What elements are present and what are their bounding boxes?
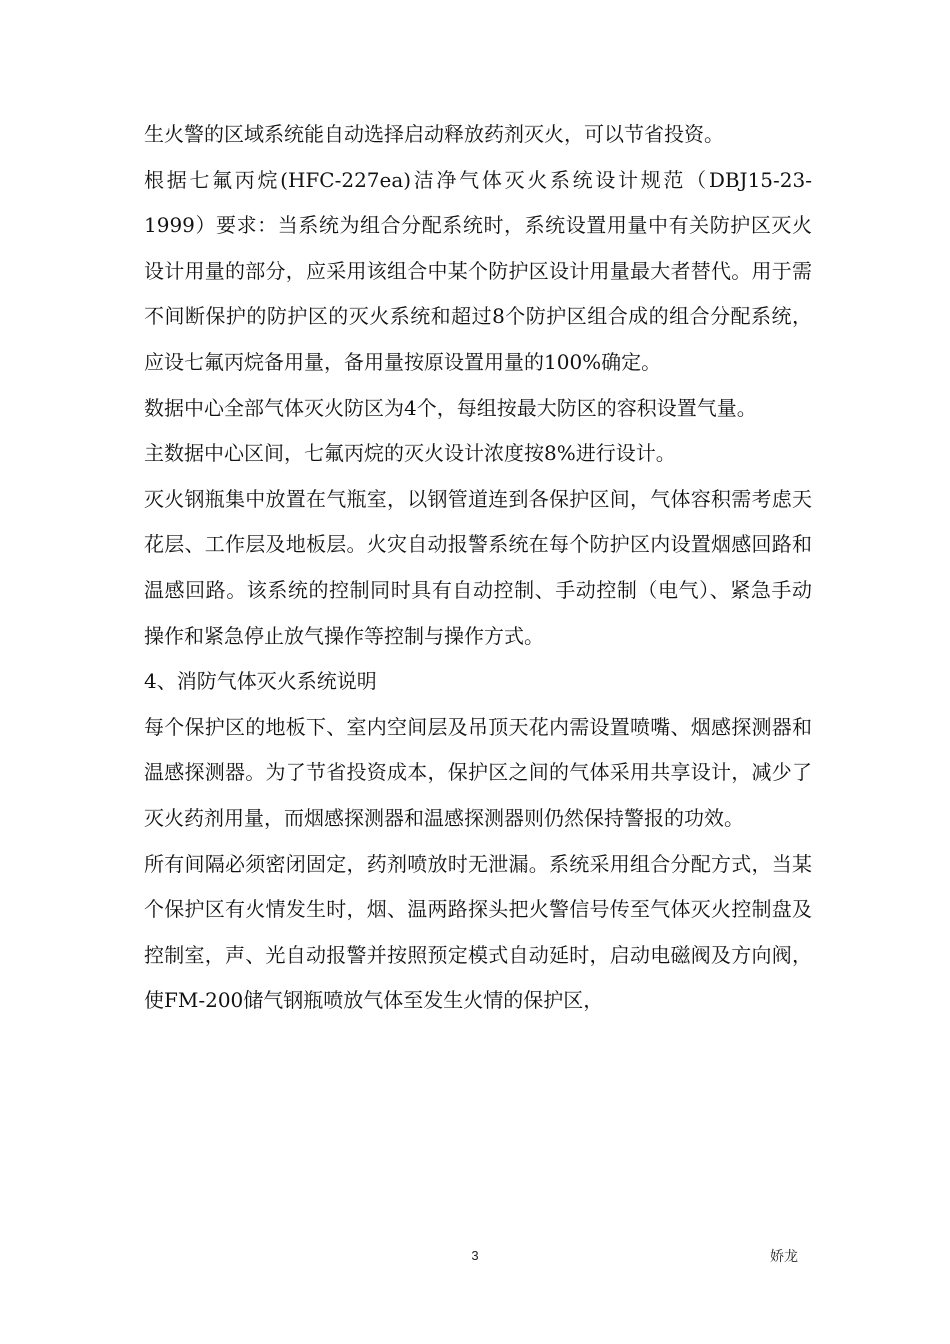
paragraph-1: 生火警的区域系统能自动选择启动释放药剂灭火，可以节省投资。: [144, 122, 724, 146]
page-number: 3: [471, 1248, 479, 1263]
paragraph-5: 灭火钢瓶集中放置在气瓶室，以钢管道连到各保护区间，气体容积需考虑天花层、工作层及地板层。火灾自动报警系统在每个防护区内设置烟感回路和温感回路。该系统的控制同时具有自动控制、手动控制（电气）、紧急手动操作和紧急停止放气操作等控制与操作方式。: [144, 486, 812, 648]
paragraph-2: 根据七氟丙烷(HFC-227ea)洁净气体灭火系统设计规范（DBJ15-23-1999）要求：当系统为组合分配系统时，系统设置用量中有关防护区灭火设计用量的部分，应采用该组合中某个防护区设计用量最大者替代。用于需不间断保护的防护区的灭火系统和超过8个防护区组合成的组合分配系统，应设七氟丙烷备用量，备用量按原设置用量的100%确定。: [144, 167, 812, 374]
body-text: [144, 112, 812, 1024]
paragraph-3: 数据中心全部气体灭火防区为4个，每组按最大防区的容积设置气量。: [144, 395, 757, 420]
paragraph-6: 每个保护区的地板下、室内空间层及吊顶天花内需设置喷嘴、烟感探测器和温感探测器。为了节省投资成本，保护区之间的气体采用共享设计，减少了灭火药剂用量，而烟感探测器和温感探测器则仍然保持警报的功效。: [144, 714, 812, 830]
paragraph-7: 所有间隔必须密闭固定，药剂喷放时无泄漏。系统采用组合分配方式，当某个保护区有火情发生时，烟、温两路探头把火警信号传至气体灭火控制盘及控制室，声、光自动报警并按照预定模式自动延时，启动电磁阀及方向阀，使FM-200储气钢瓶喷放气体至发生火情的保护区，: [144, 851, 812, 1013]
footer-author: 娇龙: [770, 1249, 798, 1265]
section-heading: 4、消防气体灭火系统说明: [144, 669, 377, 694]
paragraph-4: 主数据中心区间，七氟丙烷的灭火设计浓度按8%进行设计。: [144, 441, 676, 466]
